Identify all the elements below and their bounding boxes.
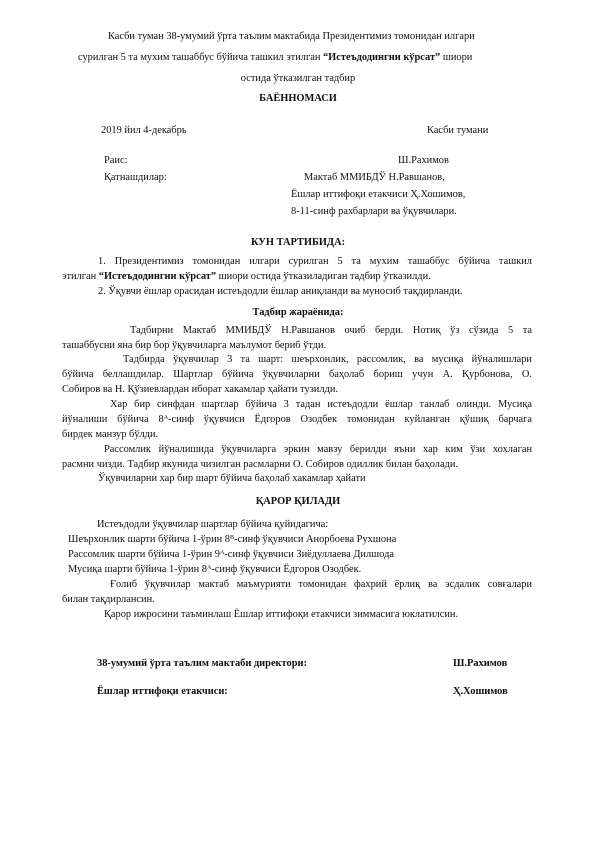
progress-paragraph: Собиров ва Н. Қўзиевлардан иборат хакамлар ҳайати тузилди.: [62, 384, 338, 395]
progress-paragraph: Тадбирда ўқувчилар 3 та шарт: шеърхонлик, рассомлик, ва мусиқа йўналишлари: [123, 354, 532, 365]
decision-paragraph: Қарор ижросини таъминлаш Ёшлар иттифоқи етакчиси зиммасига юклатилсин.: [104, 609, 459, 620]
decision-paragraph: билан тақдирлансин.: [62, 594, 155, 605]
chair-name: Ш.Рахимов: [398, 155, 449, 166]
agenda-title: КУН ТАРТИБИДА:: [250, 237, 346, 248]
progress-paragraph: бўйича беллашдилар. Шартлар бўйича ўқувчиларни баҳолаб бориш учун А. Қурбонова, О.: [62, 369, 532, 380]
progress-paragraph: Тадбирни Мактаб ММИБДЎ Н.Равшанов очиб берди. Нотиқ ўз сўзида 5 та: [130, 325, 532, 336]
agenda-item-1-tail: шиори остида ўтказиладиган тадбир ўтказилди.: [216, 271, 431, 282]
participants-label: Қатнашдилар:: [104, 172, 167, 183]
header-line-3: остида ўтказилган тадбир: [240, 73, 356, 84]
progress-paragraph: Ўқувчиларни хар бир шарт бўйича баҳолаб хакамлар ҳайати: [98, 473, 366, 484]
signature-role: Ёшлар иттифоқи етакчиси:: [97, 686, 228, 697]
progress-paragraph: Хар бир синфдан шартлар бўйича 3 тадан истеъдодли ёшлар танлаб олинди. Мусиқа: [110, 399, 532, 410]
progress-paragraph: бирдек манзур бўлди.: [62, 429, 159, 440]
progress-title: Тадбир жараёнида:: [252, 307, 344, 318]
decision-title: ҚАРОР ҚИЛАДИ: [255, 496, 341, 507]
decision-intro: Истеъдодли ўқувчилар шартлар бўйича қуйидагича:: [97, 519, 329, 530]
participant-item: Ёшлар иттифоқи етакчиси Ҳ.Хошимов,: [291, 189, 466, 200]
winner-row: Мусиқа шарти бўйича 1-ўрин 8ᴬ-синф ўқувчиси Ёдгоров Озодбек.: [68, 564, 362, 575]
slogan-text: “Истеъдодингни кўрсат”: [322, 52, 441, 63]
progress-paragraph: ташаббусни яна бир бор ўқувчиларга маълумот бериб ўтди.: [62, 340, 327, 351]
participant-item: 8-11-синф рахбарлари ва ўқувчилари.: [291, 206, 457, 217]
agenda-item-1-text: этилган: [62, 271, 99, 282]
document-title: БАЁННОМАСИ: [259, 93, 337, 104]
agenda-item-1-cont: [62, 270, 431, 283]
winner-row: Шеърхонлик шарти бўйича 1-ўрин 8ᴮ-синф ўқувчиси Анорбоева Рухшона: [68, 534, 397, 545]
progress-paragraph: расмни чизди. Тадбир якунида чизилган расмларни О. Собиров одиллик билан баҳолади.: [62, 459, 459, 470]
signature-name: Ш.Рахимов: [453, 658, 508, 669]
header-line-2-tail: шиори: [440, 52, 473, 63]
header-line-1: Касби туман 38-умумий ўрта таълим мактабида Президентимиз томонидан илгари: [108, 31, 475, 42]
meeting-place: Касби тумани: [427, 125, 489, 136]
signature-name: Ҳ.Хошимов: [453, 686, 508, 697]
progress-paragraph: Рассомлик йўналишида ўқувчиларга эркин мавзу берилди яъни хар ким ўзи хохлаган: [104, 444, 532, 455]
header-line-2-text: сурилган 5 та мухим ташаббус бўйича ташкил этилган: [78, 52, 323, 63]
header-line-2: [78, 51, 472, 64]
decision-paragraph: Ғолиб ўқувчилар мактаб маъмурияти томонидан фахрий ёрлиқ ва эсдалик совғалари: [110, 579, 532, 590]
agenda-item-1: 1. Президентимиз томонидан илгари сурилган 5 та мухим ташаббус бўйича ташкил: [98, 256, 532, 267]
slogan-text: “Истеъдодингни кўрсат”: [98, 271, 217, 282]
meeting-date: 2019 йил 4-декабрь: [101, 125, 187, 136]
participant-item: Мактаб ММИБДЎ Н.Равшанов,: [304, 172, 445, 183]
chair-label: Раис:: [104, 155, 128, 166]
progress-paragraph: йўналиши бўйича 8ᴬ-синф ўқувчиси Ёдгоров Озодбек томонидан куйланган қўшиқ барчага: [62, 414, 532, 425]
signature-role: 38-умумий ўрта таълим мактаби директори:: [97, 658, 307, 669]
winner-row: Рассомлик шарти бўйича 1-ўрин 9ᴬ-синф ўқувчиси Зиёдуллаева Дилшода: [68, 549, 394, 560]
agenda-item-2: 2. Ўқувчи ёшлар орасидан истеъдодли ёшлар аниқланди ва муносиб тақдирланди.: [98, 286, 463, 297]
